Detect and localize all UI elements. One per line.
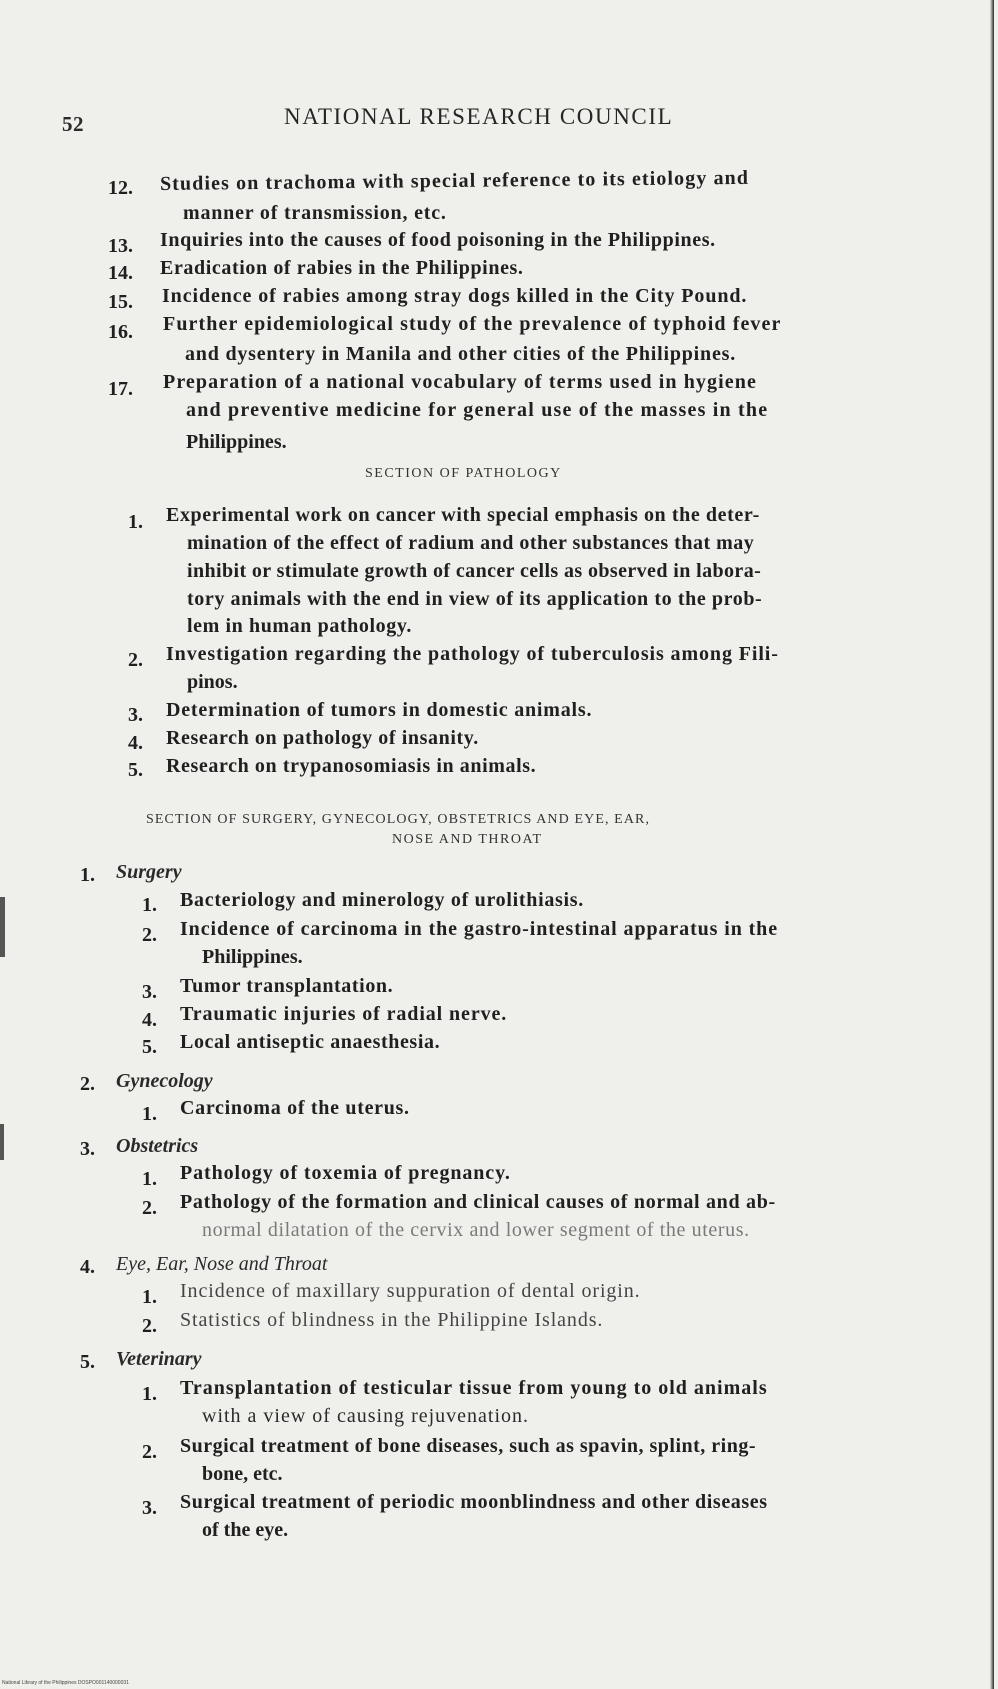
- library-stamp: National Library of the Philippines DOSPO001140000031: [2, 1680, 129, 1686]
- list-item-number: 4.: [142, 1009, 157, 1031]
- list-item-text: Surgical treatment of bone diseases, such as spavin, splint, ring-: [180, 1435, 757, 1457]
- page-number: 52: [62, 112, 84, 136]
- list-item-number: 1.: [142, 1168, 157, 1190]
- list-item-text: Local antiseptic anaesthesia.: [180, 1031, 441, 1053]
- group-title-eye-ear-nose-throat: Eye, Ear, Nose and Throat: [116, 1253, 328, 1275]
- list-item-text: Determination of tumors in domestic animals.: [166, 699, 593, 721]
- list-item-text: normal dilatation of the cervix and lower segment of the uterus.: [202, 1219, 750, 1241]
- list-item-number: 1.: [142, 894, 157, 916]
- list-item-text: Tumor transplantation.: [180, 975, 394, 997]
- group-number: 2.: [80, 1073, 95, 1095]
- list-item-number: 13.: [108, 235, 133, 257]
- list-item-text: Research on trypanosomiasis in animals.: [166, 755, 537, 777]
- list-item-text: Philippines.: [186, 431, 287, 453]
- list-item-text: of the eye.: [202, 1519, 289, 1541]
- list-item-text: Surgical treatment of periodic moonblindness and other diseases: [180, 1491, 768, 1513]
- list-item-text: Studies on trachoma with special reference to its etiology and: [159, 166, 750, 195]
- list-item-text: Experimental work on cancer with special emphasis on the deter-: [166, 504, 760, 526]
- list-item-text: Further epidemiological study of the prevalence of typhoid fever: [163, 313, 782, 335]
- list-item-number: 1.: [142, 1103, 157, 1125]
- list-item-number: 1.: [142, 1383, 157, 1405]
- list-item-number: 12.: [108, 177, 133, 199]
- section-heading-surgery-cont: NOSE AND THROAT: [392, 832, 543, 847]
- list-item-text: Bacteriology and minerology of urolithiasis.: [180, 889, 584, 911]
- list-item-text: Incidence of rabies among stray dogs killed in the City Pound.: [162, 285, 748, 307]
- group-number: 5.: [80, 1351, 95, 1373]
- binding-mark: [0, 1124, 4, 1160]
- list-item-text: Preparation of a national vocabulary of terms used in hygiene: [163, 371, 757, 393]
- list-item-text: pinos.: [187, 671, 238, 693]
- list-item-number: 2.: [128, 649, 143, 671]
- list-item-text: Incidence of maxillary suppuration of dental origin.: [180, 1280, 641, 1302]
- list-item-number: 4.: [128, 732, 143, 754]
- group-number: 4.: [80, 1256, 95, 1278]
- list-item-number: 17.: [108, 378, 133, 400]
- list-item-number: 2.: [142, 1197, 157, 1219]
- group-title-gynecology: Gynecology: [116, 1070, 213, 1092]
- list-item-text: Incidence of carcinoma in the gastro-intestinal apparatus in the: [180, 918, 778, 940]
- section-heading-surgery: SECTION OF SURGERY, GYNECOLOGY, OBSTETRICS AND EYE, EAR,: [146, 812, 651, 827]
- group-title-veterinary: Veterinary: [116, 1348, 202, 1370]
- list-item-text: mination of the effect of radium and other substances that may: [187, 532, 755, 554]
- list-item-text: manner of transmission, etc.: [183, 202, 447, 224]
- list-item-number: 3.: [142, 981, 157, 1003]
- list-item-number: 1.: [142, 1286, 157, 1308]
- list-item-number: 2.: [142, 1315, 157, 1337]
- list-item-text: Carcinoma of the uterus.: [180, 1097, 410, 1119]
- list-item-number: 14.: [108, 262, 133, 284]
- list-item-number: 15.: [108, 291, 133, 313]
- section-heading-pathology: SECTION OF PATHOLOGY: [365, 466, 562, 481]
- list-item-text: Pathology of toxemia of pregnancy.: [180, 1162, 511, 1184]
- list-item-number: 5.: [128, 759, 143, 781]
- list-item-text: Eradication of rabies in the Philippines.: [160, 257, 524, 279]
- list-item-text: Traumatic injuries of radial nerve.: [180, 1003, 508, 1025]
- list-item-number: 2.: [142, 924, 157, 946]
- list-item-text: tory animals with the end in view of its application to the prob-: [187, 588, 763, 610]
- list-item-text: Pathology of the formation and clinical causes of normal and ab-: [180, 1191, 776, 1213]
- list-item-text: with a view of causing rejuvenation.: [202, 1405, 530, 1427]
- group-number: 3.: [80, 1138, 95, 1160]
- binding-mark: [0, 897, 5, 957]
- list-item-text: Philippines.: [202, 946, 303, 968]
- list-item-text: Statistics of blindness in the Philippine Islands.: [180, 1309, 604, 1331]
- group-title-surgery: Surgery: [116, 861, 182, 883]
- list-item-number: 16.: [108, 321, 133, 343]
- group-number: 1.: [80, 864, 95, 886]
- list-item-text: inhibit or stimulate growth of cancer cells as observed in labora-: [187, 560, 762, 582]
- list-item-number: 3.: [128, 704, 143, 726]
- list-item-number: 3.: [142, 1497, 157, 1519]
- group-title-obstetrics: Obstetrics: [116, 1135, 199, 1157]
- list-item-number: 5.: [142, 1036, 157, 1058]
- page-edge: [990, 0, 994, 1689]
- list-item-number: 2.: [142, 1441, 157, 1463]
- list-item-text: and dysentery in Manila and other cities of the Philippines.: [185, 343, 737, 365]
- list-item-number: 1.: [128, 511, 143, 533]
- list-item-text: bone, etc.: [202, 1463, 283, 1485]
- list-item-text: Research on pathology of insanity.: [166, 727, 479, 749]
- running-title: NATIONAL RESEARCH COUNCIL: [284, 104, 674, 129]
- list-item-text: Inquiries into the causes of food poisoning in the Philippines.: [160, 229, 716, 251]
- list-item-text: lem in human pathology.: [187, 615, 412, 637]
- list-item-text: Transplantation of testicular tissue from young to old animals: [180, 1377, 768, 1399]
- list-item-text: Investigation regarding the pathology of tuberculosis among Fili-: [166, 643, 779, 665]
- list-item-text: and preventive medicine for general use of the masses in the: [186, 399, 769, 421]
